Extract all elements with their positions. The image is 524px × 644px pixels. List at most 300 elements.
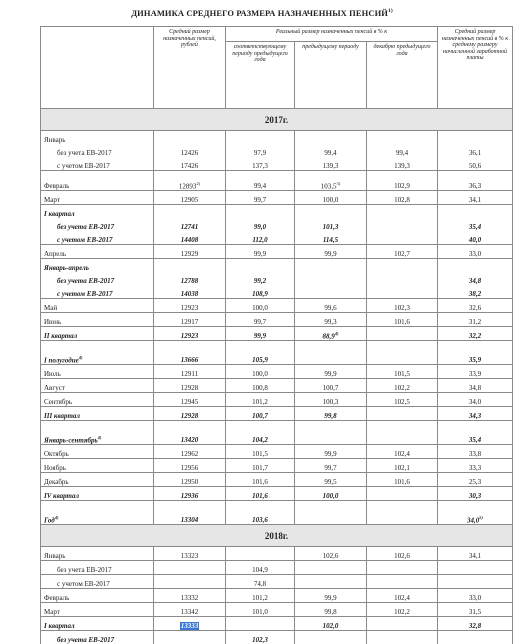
cell-col-5 xyxy=(438,473,513,487)
header-avg-pension: Средний размер назначенных пенсий, рублей xyxy=(154,27,226,109)
pension-table xyxy=(40,26,513,644)
cell-col-4 xyxy=(367,131,438,145)
header-same-period: соответствующему периоду предыдущего года xyxy=(226,42,295,109)
document-title xyxy=(0,8,524,18)
cell-value: 99,4 xyxy=(254,182,266,190)
cell-col-5 xyxy=(438,272,513,285)
cell-col-4 xyxy=(367,245,438,259)
cell-col-1 xyxy=(154,445,226,459)
row-label-text: Февраль xyxy=(44,182,69,190)
cell-value: 99,2 xyxy=(254,277,266,285)
cell-value: 114,5 xyxy=(323,236,338,244)
cell-value: 12741 xyxy=(181,223,199,231)
cell-col-2 xyxy=(226,231,295,245)
cell-value: 101,2 xyxy=(252,594,268,602)
cell-value: 17426 xyxy=(181,162,199,170)
row-label-footnote: 4) xyxy=(55,515,59,520)
table-row xyxy=(41,473,513,487)
cell-value: 33,9 xyxy=(469,370,481,378)
table-row xyxy=(41,487,513,501)
cell-value: 12928 xyxy=(181,384,199,392)
cell-col-4 xyxy=(367,473,438,487)
cell-col-2 xyxy=(226,245,295,259)
cell-value: 12950 xyxy=(181,478,199,486)
row-label xyxy=(41,589,154,603)
cell-col-4 xyxy=(367,561,438,575)
cell-col-5 xyxy=(438,171,513,191)
cell-value: 32,2 xyxy=(469,332,481,340)
cell-col-5 xyxy=(438,561,513,575)
table-header xyxy=(41,27,513,109)
table-row xyxy=(41,218,513,231)
cell-col-3 xyxy=(295,421,367,445)
cell-value: 99,4 xyxy=(396,149,408,157)
cell-col-1 xyxy=(154,459,226,473)
row-label-text: I квартал xyxy=(44,622,75,630)
cell-value: 99,7 xyxy=(254,318,266,326)
cell-col-1 xyxy=(154,218,226,231)
cell-col-3 xyxy=(295,473,367,487)
row-label-text: Сентябрь xyxy=(44,398,72,406)
row-label xyxy=(41,313,154,327)
cell-col-1 xyxy=(154,285,226,299)
cell-col-5 xyxy=(438,421,513,445)
table-row xyxy=(41,144,513,157)
row-label xyxy=(41,144,154,157)
table-row xyxy=(41,299,513,313)
cell-value: 32,6 xyxy=(469,304,481,312)
cell-col-4 xyxy=(367,459,438,473)
cell-col-3 xyxy=(295,487,367,501)
cell-col-1 xyxy=(154,473,226,487)
cell-col-1 xyxy=(154,131,226,145)
year-label: 2017г. xyxy=(41,109,513,131)
cell-col-4 xyxy=(367,313,438,327)
cell-value: 34,8 xyxy=(469,277,481,285)
row-label xyxy=(41,191,154,205)
cell-value: 100,0 xyxy=(252,304,268,312)
cell-value: 101,5 xyxy=(394,370,410,378)
selected-cell-value[interactable]: 13333 xyxy=(180,622,200,630)
cell-col-2 xyxy=(226,285,295,299)
cell-value: 139,3 xyxy=(323,162,339,170)
cell-value: 13332 xyxy=(181,594,199,602)
cell-value: 102,5 xyxy=(394,398,410,406)
row-label xyxy=(41,245,154,259)
cell-col-5 xyxy=(438,144,513,157)
cell-value: 102,8 xyxy=(394,196,410,204)
cell-col-1 xyxy=(154,272,226,285)
cell-col-2 xyxy=(226,313,295,327)
cell-col-3 xyxy=(295,231,367,245)
cell-value: 34,8 xyxy=(469,384,481,392)
cell-value: 101,6 xyxy=(252,478,268,486)
row-label xyxy=(41,631,154,644)
cell-col-1 xyxy=(154,365,226,379)
cell-value: 102,1 xyxy=(394,464,410,472)
cell-col-4 xyxy=(367,327,438,341)
header-ratio-to-salary: Средний размер назначенных пенсий в % к среднему размеру начисленной заработной платы xyxy=(438,27,513,109)
cell-col-4 xyxy=(367,259,438,273)
row-label-text: Март xyxy=(44,196,60,204)
row-label xyxy=(41,487,154,501)
row-label xyxy=(41,365,154,379)
cell-col-2 xyxy=(226,191,295,205)
cell-col-5 xyxy=(438,407,513,421)
cell-col-1 xyxy=(154,379,226,393)
cell-col-5 xyxy=(438,245,513,259)
cell-col-2 xyxy=(226,445,295,459)
cell-value: 13304 xyxy=(181,516,199,524)
cell-col-1 xyxy=(154,407,226,421)
cell-value: 32,8 xyxy=(469,622,481,630)
cell-col-4 xyxy=(367,393,438,407)
table-row xyxy=(41,313,513,327)
table-row xyxy=(41,631,513,644)
row-label xyxy=(41,299,154,313)
cell-value: 102,6 xyxy=(394,552,410,560)
row-label-text: с учетом ЕВ-2017 xyxy=(57,580,110,588)
cell-col-1 xyxy=(154,501,226,525)
table-row xyxy=(41,589,513,603)
cell-value: 13342 xyxy=(181,608,199,616)
row-label-text: Год xyxy=(44,516,55,524)
row-label xyxy=(41,407,154,421)
cell-col-5 xyxy=(438,445,513,459)
cell-col-5 xyxy=(438,631,513,644)
row-label-text: с учетом ЕВ-2017 xyxy=(57,162,110,170)
cell-col-5 xyxy=(438,313,513,327)
row-label xyxy=(41,445,154,459)
cell-value: 12788 xyxy=(181,277,199,285)
cell-col-2 xyxy=(226,487,295,501)
cell-value: 35,9 xyxy=(469,356,481,364)
cell-col-2 xyxy=(226,421,295,445)
cell-value: 102,4 xyxy=(394,450,410,458)
cell-value: 103,5 xyxy=(321,182,337,190)
cell-col-5 xyxy=(438,285,513,299)
row-label-text: без учета ЕВ-2017 xyxy=(57,566,112,574)
cell-col-3 xyxy=(295,341,367,365)
cell-col-5 xyxy=(438,459,513,473)
cell-col-2 xyxy=(226,561,295,575)
cell-col-5 xyxy=(438,218,513,231)
row-label xyxy=(41,561,154,575)
row-label xyxy=(41,205,154,219)
cell-col-3 xyxy=(295,379,367,393)
cell-value: 13666 xyxy=(181,356,199,364)
cell-col-1 xyxy=(154,191,226,205)
cell-value: 12911 xyxy=(181,370,198,378)
cell-value: 33,3 xyxy=(469,464,481,472)
row-label xyxy=(41,231,154,245)
row-label-text: Май xyxy=(44,304,57,312)
cell-value: 99,9 xyxy=(324,450,336,458)
cell-col-3 xyxy=(295,313,367,327)
cell-col-4 xyxy=(367,589,438,603)
cell-value: 30,3 xyxy=(469,492,481,500)
row-label-text: Ноябрь xyxy=(44,464,66,472)
cell-col-5 xyxy=(438,131,513,145)
cell-col-1 xyxy=(154,603,226,617)
cell-col-4 xyxy=(367,487,438,501)
cell-col-3 xyxy=(295,561,367,575)
cell-col-3 xyxy=(295,171,367,191)
cell-value: 34,1 xyxy=(469,196,481,204)
cell-value: 33,8 xyxy=(469,450,481,458)
row-label-text: без учета ЕВ-2017 xyxy=(57,277,114,285)
cell-col-3 xyxy=(295,191,367,205)
cell-col-2 xyxy=(226,393,295,407)
cell-value: 35,4 xyxy=(469,436,481,444)
table-body xyxy=(41,109,513,644)
cell-value: 102,2 xyxy=(394,384,410,392)
table-row xyxy=(41,341,513,365)
cell-value: 105,9 xyxy=(252,356,268,364)
cell-col-2 xyxy=(226,259,295,273)
cell-value: 108,9 xyxy=(252,290,268,298)
row-label-text: II квартал xyxy=(44,332,77,340)
table-row xyxy=(41,459,513,473)
cell-col-1 xyxy=(154,245,226,259)
cell-col-3 xyxy=(295,272,367,285)
cell-col-2 xyxy=(226,407,295,421)
cell-col-3 xyxy=(295,131,367,145)
cell-value: 25,3 xyxy=(469,478,481,486)
table-row xyxy=(41,379,513,393)
cell-value: 12929 xyxy=(181,250,199,258)
cell-col-5 xyxy=(438,341,513,365)
cell-col-2 xyxy=(226,272,295,285)
cell-col-2 xyxy=(226,547,295,561)
row-label xyxy=(41,259,154,273)
cell-value: 101,3 xyxy=(323,223,339,231)
cell-col-4 xyxy=(367,171,438,191)
cell-col-4 xyxy=(367,631,438,644)
cell-value: 101,0 xyxy=(252,608,268,616)
cell-value: 100,0 xyxy=(323,196,339,204)
cell-value: 33,0 xyxy=(469,594,481,602)
cell-col-5 xyxy=(438,327,513,341)
cell-col-4 xyxy=(367,575,438,589)
row-label xyxy=(41,459,154,473)
cell-value: 101,5 xyxy=(252,450,268,458)
cell-value: 99,9 xyxy=(324,594,336,602)
cell-value: 103,6 xyxy=(252,516,268,524)
cell-col-2 xyxy=(226,157,295,171)
cell-col-5 xyxy=(438,205,513,219)
cell-value: 102,3 xyxy=(252,636,268,644)
cell-value: 34,0 xyxy=(467,516,479,524)
row-label xyxy=(41,171,154,191)
cell-value: 99,6 xyxy=(324,304,336,312)
cell-value: 102,3 xyxy=(394,304,410,312)
cell-col-1 xyxy=(154,547,226,561)
cell-value: 101,2 xyxy=(252,398,268,406)
row-label-text: без учета ЕВ-2017 xyxy=(57,149,112,157)
cell-value: 97,9 xyxy=(254,149,266,157)
row-label-text: Июнь xyxy=(44,318,61,326)
table-row xyxy=(41,501,513,525)
cell-value: 102,4 xyxy=(394,594,410,602)
table-row xyxy=(41,327,513,341)
row-label-text: Январь xyxy=(44,552,65,560)
cell-col-5 xyxy=(438,589,513,603)
cell-value: 34,3 xyxy=(469,412,481,420)
row-label-text: Февраль xyxy=(44,594,69,602)
cell-col-1 xyxy=(154,299,226,313)
cell-value: 104,2 xyxy=(252,436,268,444)
row-label xyxy=(41,327,154,341)
cell-col-2 xyxy=(226,205,295,219)
cell-value: 33,0 xyxy=(469,250,481,258)
cell-col-1 xyxy=(154,205,226,219)
cell-col-3 xyxy=(295,459,367,473)
row-label xyxy=(41,421,154,445)
row-label xyxy=(41,131,154,145)
cell-col-3 xyxy=(295,393,367,407)
cell-value: 99,0 xyxy=(254,223,266,231)
cell-col-3 xyxy=(295,547,367,561)
cell-col-3 xyxy=(295,299,367,313)
cell-col-1 xyxy=(154,157,226,171)
cell-col-5 xyxy=(438,191,513,205)
cell-col-2 xyxy=(226,473,295,487)
row-label xyxy=(41,547,154,561)
title-footnote: 1) xyxy=(388,8,393,14)
row-label-text: Январь xyxy=(44,136,65,144)
table-row xyxy=(41,171,513,191)
cell-value: 38,2 xyxy=(469,290,481,298)
cell-value: 36,1 xyxy=(469,149,481,157)
table-row xyxy=(41,603,513,617)
cell-col-3 xyxy=(295,259,367,273)
cell-value: 100,8 xyxy=(252,384,268,392)
cell-value: 14408 xyxy=(181,236,199,244)
cell-col-3 xyxy=(295,603,367,617)
table-row xyxy=(41,365,513,379)
cell-value: 99,9 xyxy=(324,370,336,378)
cell-col-5 xyxy=(438,379,513,393)
cell-value: 102,0 xyxy=(323,622,339,630)
row-label xyxy=(41,285,154,299)
cell-value: 101,6 xyxy=(394,318,410,326)
row-label xyxy=(41,272,154,285)
cell-value: 12426 xyxy=(181,149,199,157)
cell-value: 99,7 xyxy=(324,464,336,472)
row-label-text: Декабрь xyxy=(44,478,69,486)
row-label xyxy=(41,341,154,365)
cell-value: 31,5 xyxy=(469,608,481,616)
row-label-text: Август xyxy=(44,384,65,392)
cell-col-4 xyxy=(367,299,438,313)
cell-value: 13420 xyxy=(181,436,199,444)
cell-value: 104,9 xyxy=(252,566,268,574)
cell-value: 101,7 xyxy=(252,464,268,472)
cell-col-1 xyxy=(154,259,226,273)
cell-col-3 xyxy=(295,631,367,644)
cell-value: 112,0 xyxy=(252,236,267,244)
cell-col-2 xyxy=(226,501,295,525)
cell-col-1 xyxy=(154,561,226,575)
cell-col-1 xyxy=(154,313,226,327)
cell-footnote: 5) xyxy=(479,515,483,520)
cell-col-3 xyxy=(295,144,367,157)
cell-value: 101,6 xyxy=(394,478,410,486)
cell-value: 34,1 xyxy=(469,552,481,560)
cell-col-5 xyxy=(438,547,513,561)
cell-col-4 xyxy=(367,547,438,561)
cell-value: 137,3 xyxy=(252,162,268,170)
table-row xyxy=(41,547,513,561)
cell-col-4 xyxy=(367,365,438,379)
row-label-text: Апрель xyxy=(44,250,66,258)
cell-col-3 xyxy=(295,205,367,219)
cell-value: 12893 xyxy=(179,182,197,190)
cell-col-3 xyxy=(295,445,367,459)
cell-value: 102,2 xyxy=(394,608,410,616)
row-label xyxy=(41,379,154,393)
cell-col-5 xyxy=(438,501,513,525)
cell-value: 101,6 xyxy=(252,492,268,500)
cell-value: 99,8 xyxy=(324,412,336,420)
table-row xyxy=(41,421,513,445)
cell-value: 12928 xyxy=(181,412,199,420)
cell-value: 12945 xyxy=(181,398,199,406)
cell-col-4 xyxy=(367,603,438,617)
cell-col-3 xyxy=(295,285,367,299)
row-label-text: Июль xyxy=(44,370,61,378)
cell-col-4 xyxy=(367,205,438,219)
cell-value: 12917 xyxy=(181,318,199,326)
header-real-size-group: Реальный размер назначенных пенсий в % к xyxy=(226,27,438,42)
cell-value: 102,7 xyxy=(394,250,410,258)
cell-value: 13323 xyxy=(181,552,199,560)
cell-col-4 xyxy=(367,379,438,393)
row-label-text: без учета ЕВ-2017 xyxy=(57,636,114,644)
table-row xyxy=(41,407,513,421)
year-row xyxy=(41,109,513,131)
row-label-text: I квартал xyxy=(44,210,75,218)
row-label-text: с учетом ЕВ-2017 xyxy=(57,236,112,244)
cell-col-4 xyxy=(367,231,438,245)
cell-col-5 xyxy=(438,575,513,589)
cell-col-2 xyxy=(226,341,295,365)
cell-value: 139,3 xyxy=(394,162,410,170)
cell-col-2 xyxy=(226,131,295,145)
cell-col-3 xyxy=(295,589,367,603)
cell-col-3 xyxy=(295,157,367,171)
cell-col-4 xyxy=(367,501,438,525)
cell-col-2 xyxy=(226,459,295,473)
cell-col-3 xyxy=(295,245,367,259)
cell-col-4 xyxy=(367,341,438,365)
cell-col-2 xyxy=(226,379,295,393)
cell-value: 40,0 xyxy=(469,236,481,244)
cell-col-1 xyxy=(154,575,226,589)
cell-footnote: 4) xyxy=(335,331,339,336)
row-label-text: Январь-апрель xyxy=(44,264,89,272)
cell-col-5 xyxy=(438,231,513,245)
table-row xyxy=(41,259,513,273)
cell-col-1 xyxy=(154,231,226,245)
table-row xyxy=(41,191,513,205)
cell-col-1 xyxy=(154,487,226,501)
row-label-text: с учетом ЕВ-2017 xyxy=(57,290,112,298)
cell-col-5 xyxy=(438,299,513,313)
cell-col-4 xyxy=(367,157,438,171)
row-label-text: IV квартал xyxy=(44,492,79,500)
